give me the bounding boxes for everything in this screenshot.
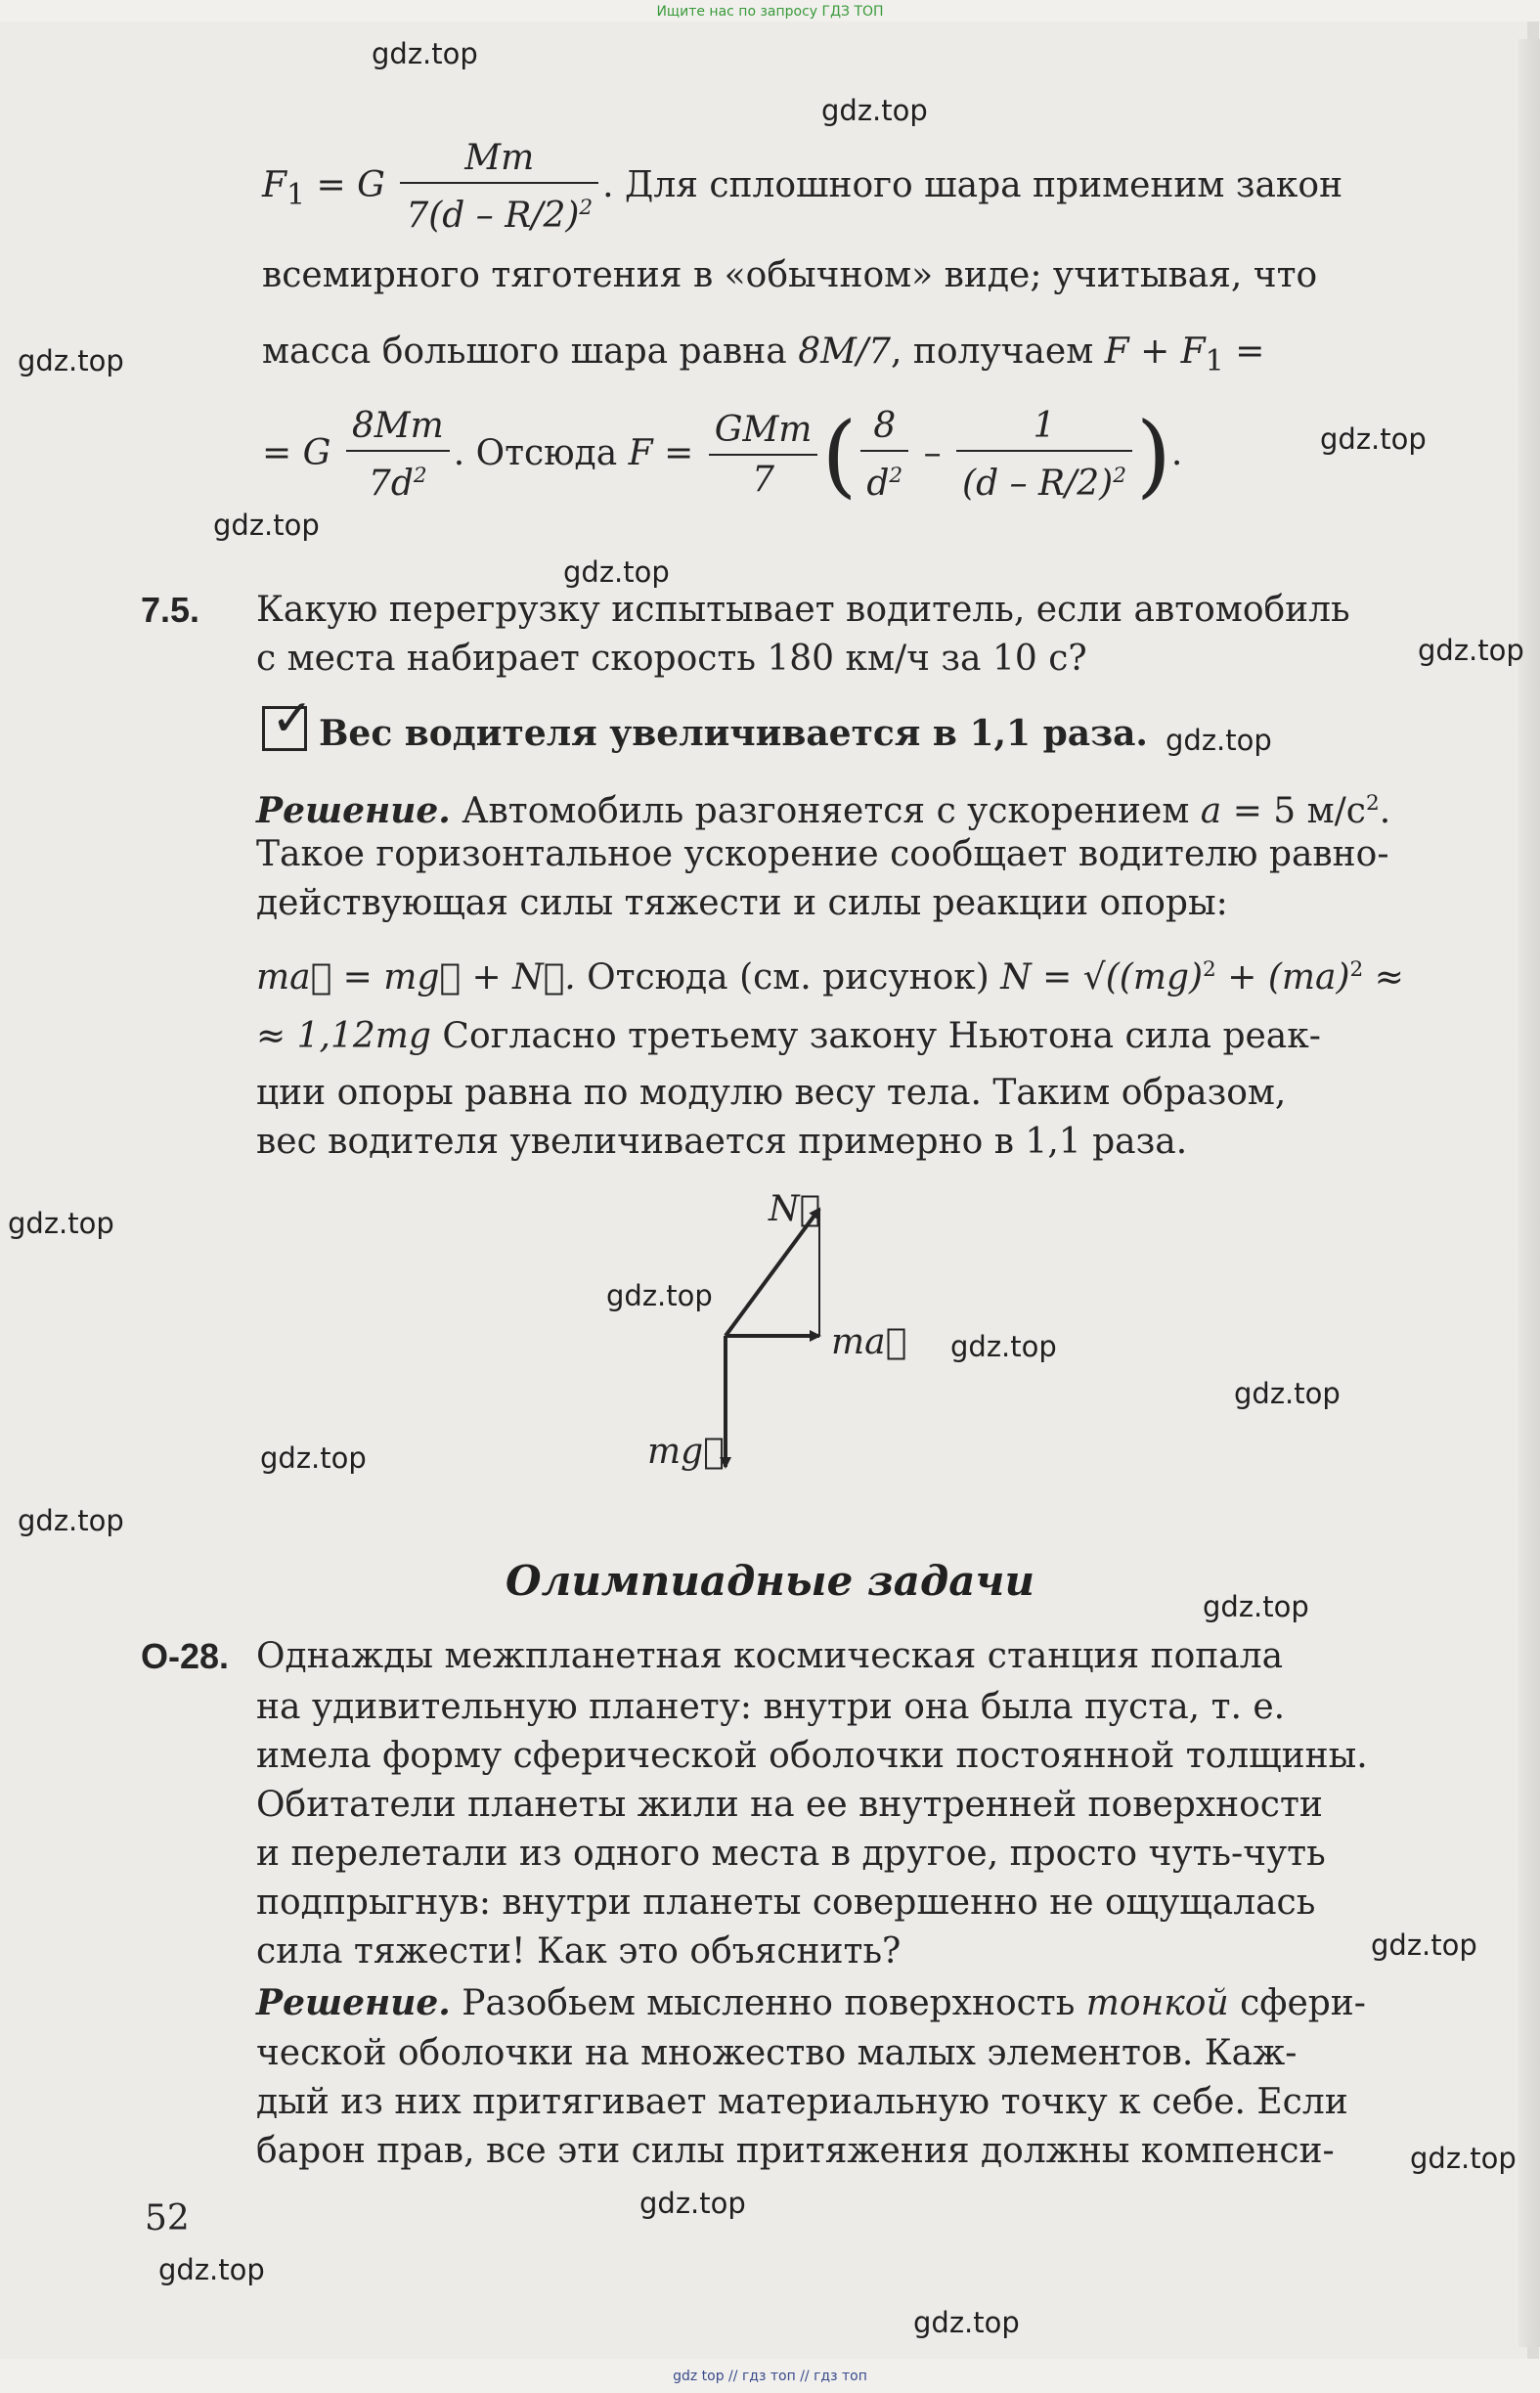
minus: –	[912, 433, 953, 473]
watermark: gdz.top	[213, 509, 320, 542]
ma-label: ma⃗	[831, 1322, 907, 1362]
watermark: gdz.top	[950, 1330, 1057, 1363]
text-line	[262, 329, 1264, 385]
task-7-5-answer	[262, 689, 1148, 757]
watermark: gdz.top	[821, 94, 928, 127]
line-text: = 5 м/с	[1221, 791, 1366, 831]
den-text: d	[866, 464, 890, 504]
math: = √((mg)	[1031, 957, 1204, 997]
task-o28-number: О-28.	[141, 1636, 230, 1676]
math-sup: 2	[1349, 957, 1364, 982]
den-text: 7d	[368, 464, 414, 504]
line-text: Автомобиль разгоняется с ускорением	[450, 791, 1201, 831]
math: N	[1000, 957, 1032, 997]
task-7-5-number: 7.5.	[141, 590, 200, 630]
task-o28-question-line: и перелетали из одного места в другое, просто чуть-чуть	[256, 1834, 1326, 1874]
den-sup: 2	[1113, 464, 1126, 488]
watermark: gdz.top	[563, 555, 670, 589]
solution-line: действующая силы тяжести и силы реакции опоры:	[256, 883, 1228, 923]
n-label: N⃗	[769, 1189, 821, 1229]
math: 8M/7	[798, 332, 892, 372]
emphasis: тонкой	[1085, 1983, 1229, 2023]
math: F + F	[1104, 332, 1206, 372]
task-o28-question-line: на удивительную планету: внутри она была пуста, т. е.	[256, 1687, 1286, 1727]
line-text: масса большого шара равна	[262, 332, 799, 372]
watermark: gdz.top	[639, 2187, 746, 2220]
fraction	[709, 407, 818, 505]
task-7-5-question-line: с места набирает скорость 180 км/ч за 10 с?	[256, 639, 1087, 679]
page-number: 52	[145, 2198, 190, 2238]
fraction	[956, 403, 1132, 509]
line-text: . Отсюда	[453, 433, 629, 473]
formula-line-4	[262, 403, 1182, 509]
solution-line	[256, 947, 1404, 1001]
fraction-numerator: Mm	[400, 135, 598, 184]
line-end: .	[1170, 433, 1183, 473]
fraction-numerator: 1	[956, 403, 1132, 452]
line-text: Согласно третьему закону Ньютона сила реак-	[430, 1016, 1321, 1056]
den-sup: 2	[413, 464, 427, 488]
math: + (ma)	[1215, 957, 1350, 997]
watermark: gdz.top	[18, 344, 124, 377]
math-sup: 2	[1203, 957, 1216, 982]
line-text: Отсюда (см. рисунок)	[575, 957, 1001, 997]
watermark: gdz.top	[1203, 1590, 1309, 1623]
watermark: gdz.top	[372, 37, 478, 70]
den-text: 7(d – R/2)	[406, 196, 580, 236]
line-end: .	[1379, 791, 1391, 831]
section-heading: Олимпиадные задачи	[506, 1557, 1034, 1605]
bleed-through	[147, 137, 159, 186]
task-7-5-question-line: Какую перегрузку испытывает водитель, если автомобиль	[256, 590, 1350, 630]
math-eq: =	[1223, 332, 1265, 372]
math-sub: 1	[1205, 344, 1224, 379]
solution-line: Такое горизонтальное ускорение сообщает водителю равно-	[256, 834, 1389, 874]
task-o28-question-line: Обитатели планеты жили на ее внутренней поверхности	[256, 1785, 1323, 1825]
math: ≈ 1,12mg	[256, 1016, 431, 1056]
page-edge-shadow	[1518, 39, 1540, 2347]
solution-label: Решение.	[256, 790, 451, 831]
paren: )	[1135, 403, 1171, 508]
watermark: gdz.top	[1320, 422, 1427, 456]
fraction-denominator	[346, 452, 450, 509]
watermark: gdz.top	[1371, 1928, 1477, 1962]
watermark: gdz.top	[1418, 634, 1524, 667]
watermark: gdz.top	[1410, 2142, 1517, 2175]
line-text: , получаем	[891, 332, 1105, 372]
text-line: всемирного тяготения в «обычном» виде; учитывая, что	[262, 255, 1318, 295]
solution-line	[256, 1979, 1366, 2027]
math: F	[628, 433, 653, 473]
solution-line: ции опоры равна по модулю весу тела. Таким образом,	[256, 1073, 1287, 1113]
solution-line: барон прав, все эти силы притяжения должны компенси-	[256, 2131, 1335, 2171]
checkmark-icon: ✓	[271, 689, 314, 748]
fraction-numerator: 8Mm	[346, 403, 450, 452]
solution-label: Решение.	[256, 1982, 451, 2023]
watermark: gdz.top	[1234, 1377, 1341, 1410]
fraction-denominator	[400, 184, 598, 241]
solution-line	[256, 780, 1390, 835]
solution-line: дый из них притягивает материальную точку к себе. Если	[256, 2082, 1348, 2122]
task-o28-question-line: подпрыгнув: внутри планеты совершенно не ощущалась	[256, 1883, 1316, 1923]
answer-text: Вес водителя увеличивается в 1,1 раза.	[319, 713, 1148, 754]
paren: (	[821, 403, 858, 508]
watermark: gdz.top	[606, 1279, 713, 1312]
fraction-numerator: GMm	[709, 407, 818, 456]
math-sub: 1	[286, 178, 306, 213]
solution-line	[256, 1013, 1321, 1060]
solution-line: вес водителя увеличивается примерно в 1,1 раза.	[256, 1122, 1188, 1162]
fraction-denominator: 7	[752, 460, 775, 500]
formula-line-1	[262, 135, 1342, 241]
fraction-denominator	[860, 452, 908, 509]
watermark: gdz.top	[260, 1441, 367, 1475]
watermark: gdz.top	[18, 1504, 124, 1537]
top-banner[interactable]: Ищите нас по запросу ГДЗ ТОП	[656, 4, 884, 20]
den-sup: 2	[889, 464, 903, 488]
fraction	[346, 403, 450, 509]
fraction-denominator	[956, 452, 1132, 509]
line-text: Разобьем мысленно поверхность	[450, 1983, 1086, 2023]
fraction-numerator: 8	[860, 403, 908, 452]
task-o28-question-line: имела форму сферической оболочки постоянной толщины.	[256, 1736, 1368, 1776]
fraction	[400, 135, 598, 241]
math: ma⃗ = mg⃗ + N⃗.	[256, 957, 576, 997]
line-text: сфери-	[1228, 1983, 1366, 2023]
watermark: gdz.top	[1166, 724, 1272, 757]
math: a	[1200, 791, 1222, 831]
fraction	[860, 403, 908, 509]
watermark: gdz.top	[913, 2306, 1020, 2339]
solution-line: ческой оболочки на множество малых элементов. Каж-	[256, 2033, 1298, 2073]
den-text: (d – R/2)	[962, 464, 1114, 504]
footer-links[interactable]: gdz top // гдз топ // гдз топ	[673, 2369, 867, 2384]
mg-label: mg⃗	[647, 1432, 725, 1472]
watermark: gdz.top	[8, 1207, 114, 1240]
line-text: . Для сплошного шара применим закон	[602, 165, 1343, 205]
task-o28-question-line: Однажды межпланетная космическая станция попала	[256, 1636, 1284, 1676]
checkbox-icon	[262, 689, 314, 751]
watermark: gdz.top	[158, 2253, 265, 2286]
math-eq: = G	[262, 433, 331, 473]
den-sup: 2	[579, 196, 594, 220]
line-end: ≈	[1363, 957, 1404, 997]
math-sup: 2	[1365, 791, 1380, 816]
task-o28-question-line: сила тяжести! Как это объяснить?	[256, 1931, 902, 1972]
math-eq: =	[652, 433, 705, 473]
math-eq: = G	[305, 165, 385, 205]
math-f: F	[262, 165, 286, 205]
